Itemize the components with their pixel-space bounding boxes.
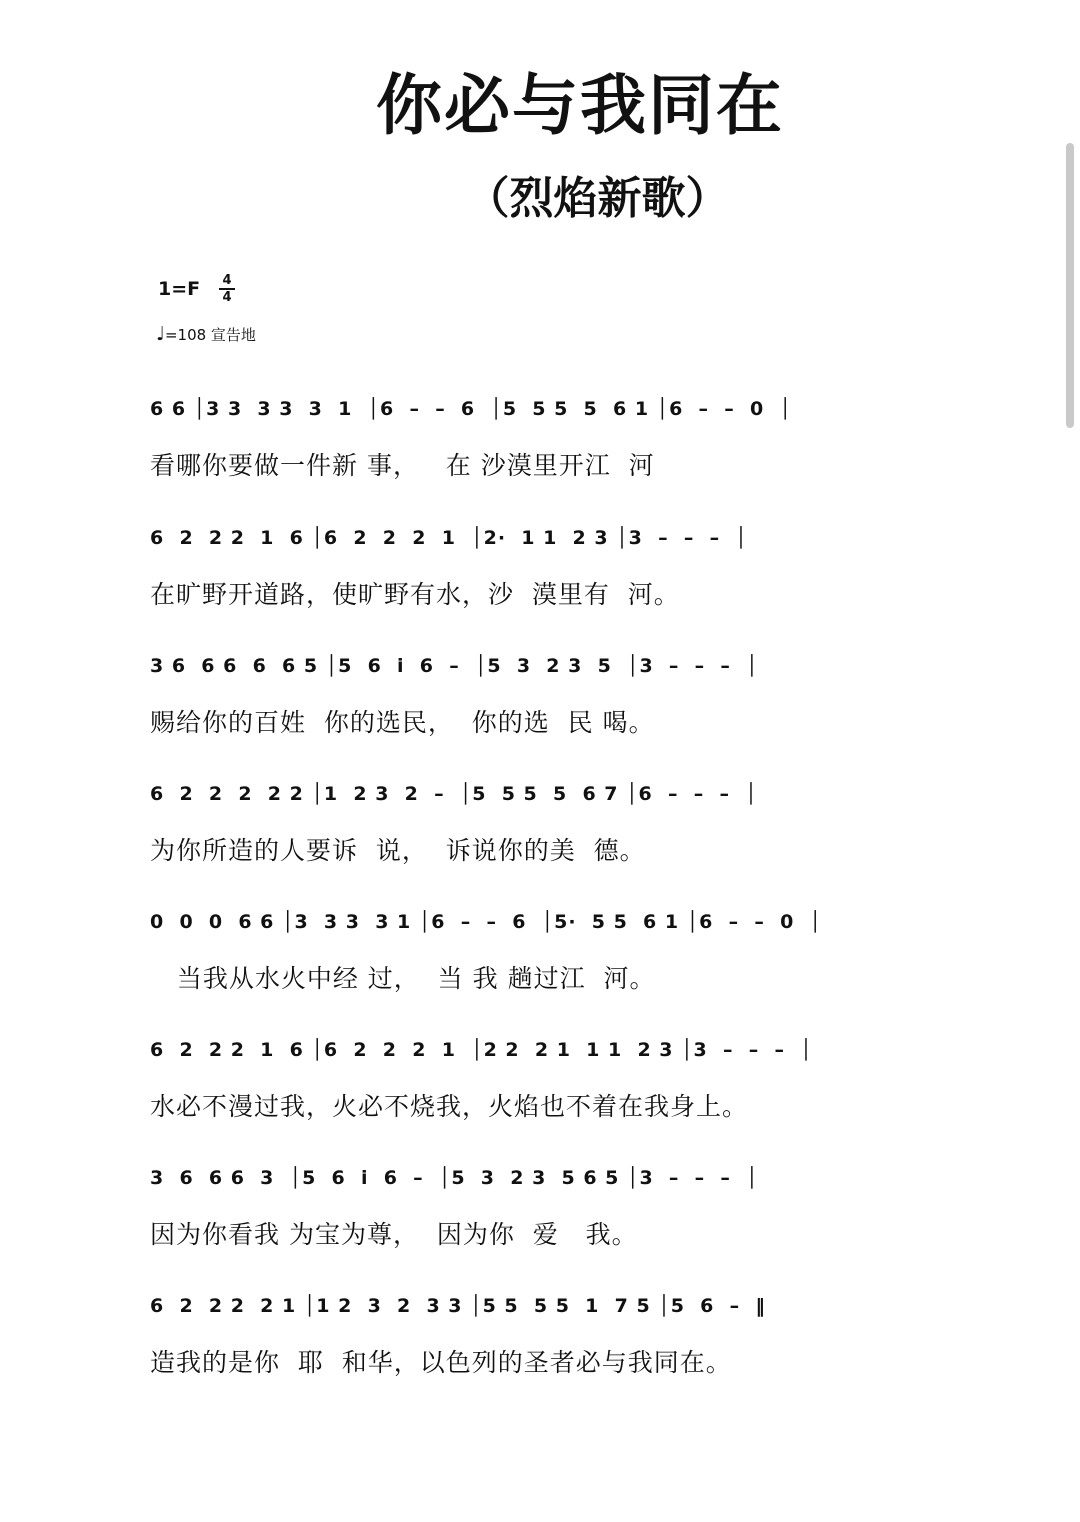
lyrics-line: 在旷野开道路，使旷野有水，沙 漠里有 河。 — [150, 580, 680, 609]
lyrics-line: 赐给你的百姓 你的选民， 你的选 民 喝。 — [150, 708, 655, 737]
lyrics-line: 当我从水火中经 过， 当 我 趟过江 河。 — [150, 964, 656, 993]
notation-line: 6 2 2 2 1 6 │6 2 2 2 1 │2· 1 1 2 3 │3 – – – │ — [150, 527, 748, 549]
song-subtitle: （烈焰新歌） — [465, 173, 730, 224]
lyrics-line: 为你所造的人要诉 说， 诉说你的美 德。 — [150, 836, 646, 865]
time-signature-bottom: 4 — [222, 290, 232, 305]
tempo-text: =108 宣告地 — [164, 326, 256, 344]
lyrics-line: 看哪你要做一件新 事， 在 沙漠里开江 河 — [150, 451, 655, 480]
notation-line: 0 0 0 6 6 │3 3 3 3 1 │6 – – 6 │5· 5 5 6 1 │6 – – 0 │ — [150, 911, 822, 933]
lyrics-line: 造我的是你 耶 和华，以色列的圣者必与我同在。 — [150, 1348, 732, 1377]
key-signature: 1=F — [158, 278, 201, 300]
lyrics-line: 水必不漫过我，火必不烧我，火焰也不着在我身上。 — [150, 1092, 749, 1121]
song-title: 你必与我同在 — [376, 66, 784, 144]
time-signature-top: 4 — [222, 273, 232, 288]
notation-line: 6 2 2 2 2 2 │1 2 3 2 – │5 5 5 5 6 7 │6 – – – │ — [150, 783, 758, 805]
notation-line: 6 2 2 2 2 1 │1 2 3 2 3 3 │5 5 5 5 1 7 5 │5 6 – ‖ — [150, 1295, 766, 1317]
vertical-scrollbar[interactable] — [1066, 143, 1074, 428]
quarter-note-icon: ♩ — [156, 323, 165, 345]
notation-line: 3 6 6 6 6 6 5 │5 6 i 6 – │5 3 2 3 5 │3 – – – │ — [150, 655, 759, 677]
time-signature — [219, 274, 235, 304]
notation-line: 3 6 6 6 3 │5 6 i 6 – │5 3 2 3 5 6 5 │3 – – – │ — [150, 1167, 759, 1189]
notation-line: 6 6 │3 3 3 3 3 1 │6 – – 6 │5 5 5 5 6 1 │6 – – 0 │ — [150, 398, 792, 420]
lyrics-line: 因为你看我 为宝为尊， 因为你 爱 我。 — [150, 1220, 638, 1249]
notation-line: 6 2 2 2 1 6 │6 2 2 2 1 │2 2 2 1 1 1 2 3 │3 – – – │ — [150, 1039, 813, 1061]
tempo-marking — [156, 323, 256, 345]
